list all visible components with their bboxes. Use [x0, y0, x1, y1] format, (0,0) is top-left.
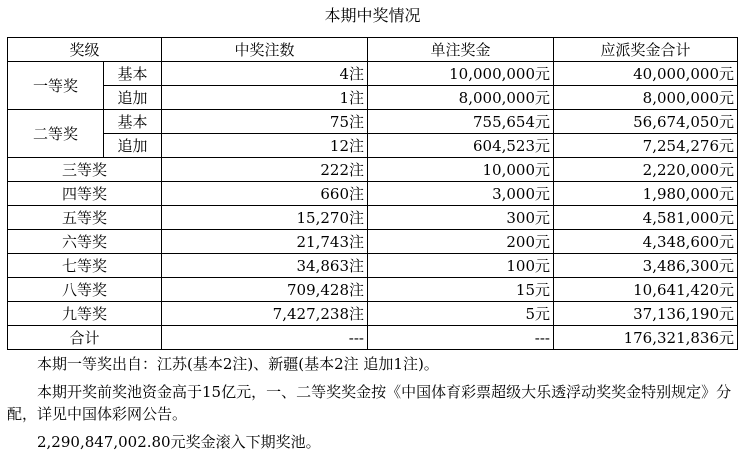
- notes-section: [7, 353, 737, 459]
- total-prize: 37,136,190元: [554, 302, 738, 326]
- table-row: [8, 254, 738, 278]
- unit-prize: 604,523元: [368, 134, 554, 158]
- unit-prize: 200元: [368, 230, 554, 254]
- unit-prize: 5元: [368, 302, 554, 326]
- unit-prize: 3,000元: [368, 182, 554, 206]
- total-label: 合计: [8, 326, 162, 350]
- prize-level: 一等奖: [8, 62, 104, 110]
- unit-prize: 300元: [368, 206, 554, 230]
- table-row: [8, 278, 738, 302]
- header-unit-prize: 单注奖金: [368, 38, 554, 62]
- header-total-prize: 应派奖金合计: [554, 38, 738, 62]
- total-prize: 8,000,000元: [554, 86, 738, 110]
- winner-count: 709,428注: [162, 278, 368, 302]
- prize-sublevel: 基本: [104, 110, 162, 134]
- prize-level: 四等奖: [8, 182, 162, 206]
- prize-level: 九等奖: [8, 302, 162, 326]
- note-prize-pool-rule: 本期开奖前奖池资金高于15亿元，一、二等奖奖金按《中国体育彩票超级大乐透浮动奖奖金特别规定》分配，详见中国体彩网公告。: [7, 383, 732, 423]
- total-prize: 3,486,300元: [554, 254, 738, 278]
- winner-count: 222注: [162, 158, 368, 182]
- page-title: 本期中奖情况: [324, 6, 421, 25]
- prize-level: 二等奖: [8, 110, 104, 158]
- table-row: [8, 182, 738, 206]
- table-row: [8, 206, 738, 230]
- prize-level: 三等奖: [8, 158, 162, 182]
- header-count: 中奖注数: [162, 38, 368, 62]
- table-row: [8, 62, 738, 86]
- table-row: [8, 134, 738, 158]
- winner-count: 4注: [162, 62, 368, 86]
- prize-level: 七等奖: [8, 254, 162, 278]
- prize-sublevel: 基本: [104, 62, 162, 86]
- total-prize: 2,220,000元: [554, 158, 738, 182]
- total-prize: 4,348,600元: [554, 230, 738, 254]
- winner-count: 1注: [162, 86, 368, 110]
- table-row: [8, 158, 738, 182]
- table-header-row: [8, 38, 738, 62]
- winner-count: 75注: [162, 110, 368, 134]
- winner-count: 34,863注: [162, 254, 368, 278]
- total-prize: 56,674,050元: [554, 110, 738, 134]
- table-row: [8, 302, 738, 326]
- unit-prize: ---: [368, 326, 554, 350]
- table-row: [8, 110, 738, 134]
- total-prize: 40,000,000元: [554, 62, 738, 86]
- winner-count: ---: [162, 326, 368, 350]
- winner-count: 660注: [162, 182, 368, 206]
- total-prize: 4,581,000元: [554, 206, 738, 230]
- winner-count: 21,743注: [162, 230, 368, 254]
- prize-level: 六等奖: [8, 230, 162, 254]
- winner-count: 12注: [162, 134, 368, 158]
- note-first-prize-origin: 本期一等奖出自：江苏(基本2注)、新疆(基本2注 追加1注)。: [37, 355, 439, 373]
- table-row: [8, 86, 738, 110]
- prize-level: 八等奖: [8, 278, 162, 302]
- prize-level: 五等奖: [8, 206, 162, 230]
- unit-prize: 10,000元: [368, 158, 554, 182]
- unit-prize: 100元: [368, 254, 554, 278]
- note-rollover: 2,290,847,002.80元奖金滚入下期奖池。: [37, 433, 321, 451]
- total-prize: 10,641,420元: [554, 278, 738, 302]
- grand-total: 176,321,836元: [554, 326, 738, 350]
- table-row: [8, 230, 738, 254]
- table-total-row: [8, 326, 738, 350]
- prize-sublevel: 追加: [104, 134, 162, 158]
- total-prize: 7,254,276元: [554, 134, 738, 158]
- winner-count: 15,270注: [162, 206, 368, 230]
- unit-prize: 8,000,000元: [368, 86, 554, 110]
- prize-table: [7, 37, 738, 350]
- header-level: 奖级: [8, 38, 162, 62]
- winner-count: 7,427,238注: [162, 302, 368, 326]
- unit-prize: 15元: [368, 278, 554, 302]
- unit-prize: 10,000,000元: [368, 62, 554, 86]
- total-prize: 1,980,000元: [554, 182, 738, 206]
- unit-prize: 755,654元: [368, 110, 554, 134]
- prize-sublevel: 追加: [104, 86, 162, 110]
